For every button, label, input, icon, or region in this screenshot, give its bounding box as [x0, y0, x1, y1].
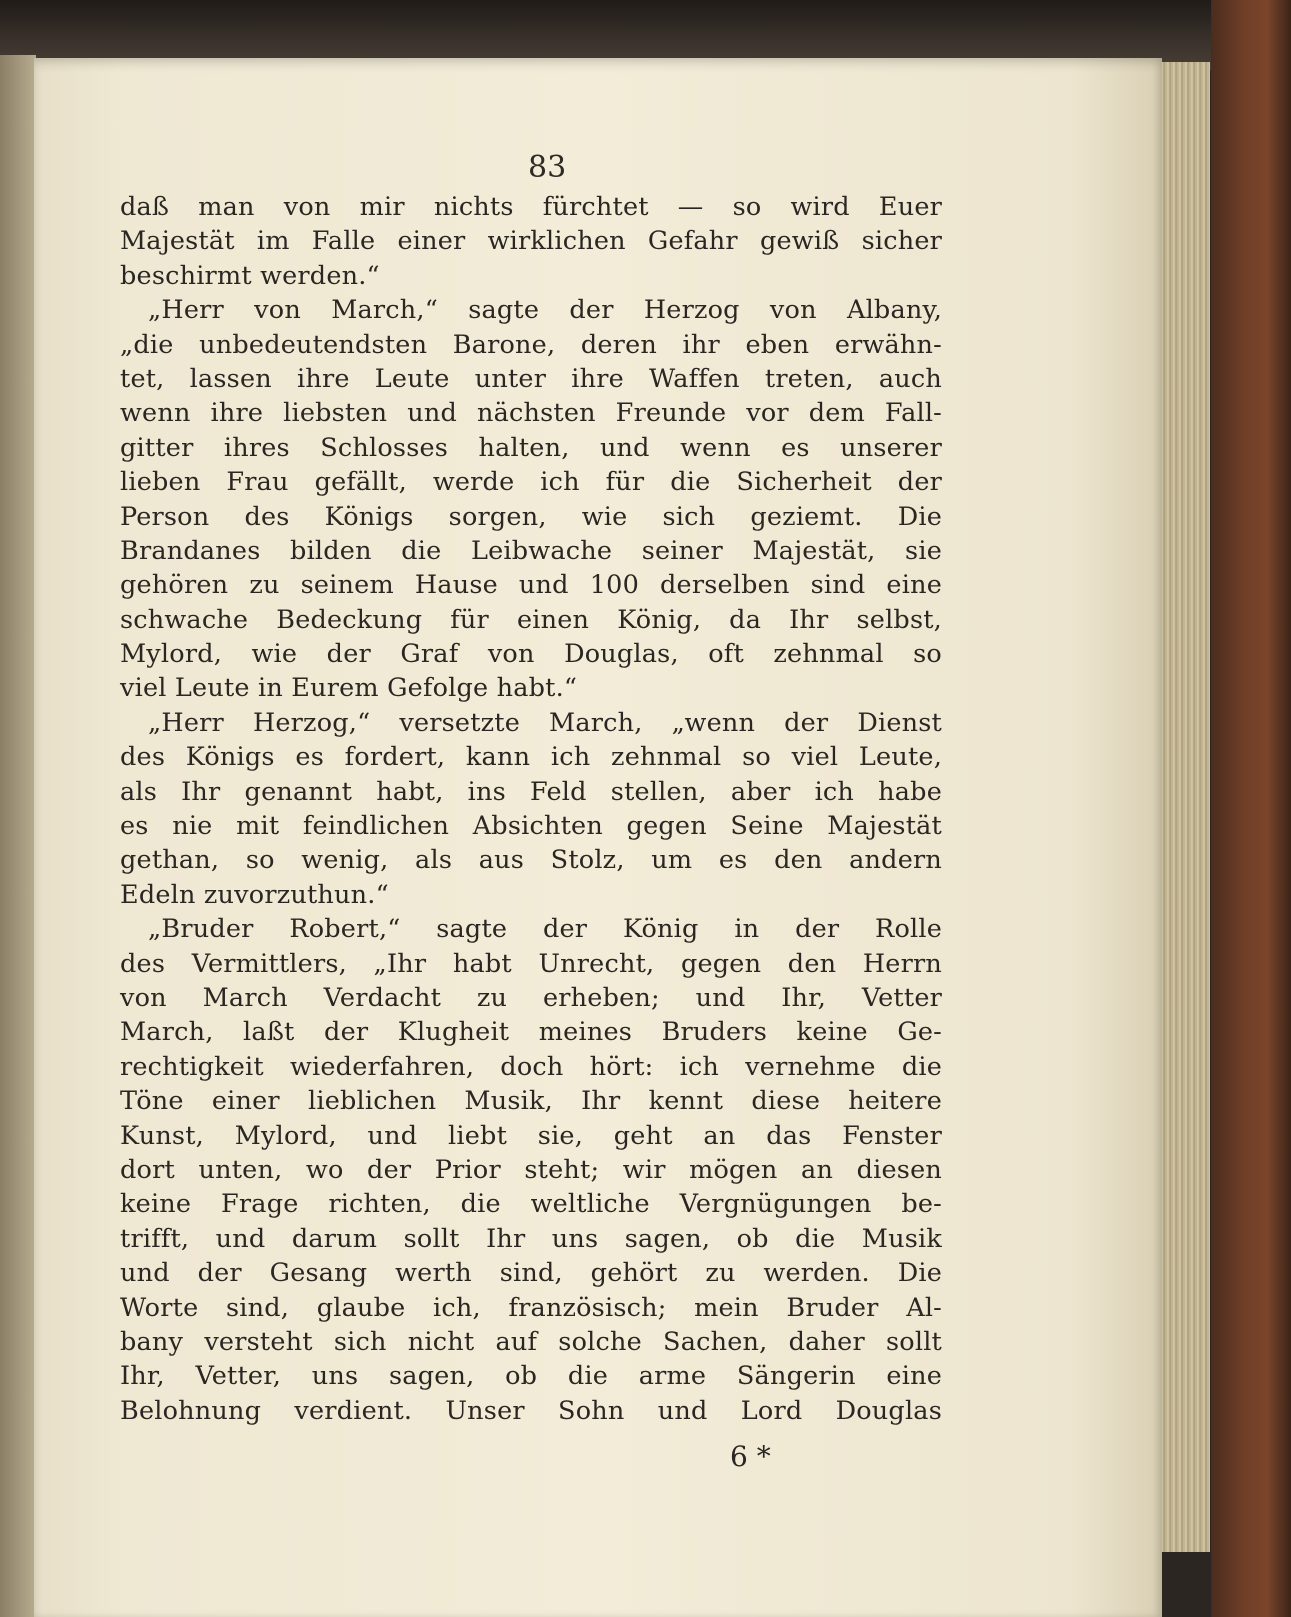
text-line: „Herr von March,“ sagte der Herzog von Albany,	[148, 295, 942, 326]
text-line: gehören zu seinem Hause und 100 derselben sind eine	[120, 570, 942, 601]
page-text	[120, 190, 942, 1428]
signature-mark: 6 *	[730, 1440, 771, 1473]
text-line: Person des Königs sorgen, wie sich geziemt. Die	[120, 501, 942, 532]
book-cover-right	[1211, 0, 1291, 1617]
page-edges	[1158, 62, 1210, 1552]
text-line: und der Gesang werth sind, gehört zu werden. Die	[120, 1258, 942, 1289]
text-line: des Königs es fordert, kann ich zehnmal so viel Leute,	[120, 742, 942, 773]
text-line: dort unten, wo der Prior steht; wir mögen an diesen	[120, 1154, 942, 1185]
text-line: schwache Bedeckung für einen König, da Ihr selbst,	[120, 604, 942, 635]
text-line: rechtigkeit wiederfahren, doch hört: ich vernehme die	[120, 1051, 942, 1082]
text-line: tet, lassen ihre Leute unter ihre Waffen treten, auch	[120, 363, 942, 394]
text-line: viel Leute in Eurem Gefolge habt.“	[120, 673, 578, 704]
text-line: lieben Frau gefällt, werde ich für die Sicherheit der	[120, 467, 942, 498]
text-line: „Bruder Robert,“ sagte der König in der Rolle	[148, 914, 942, 945]
text-line: daß man von mir nichts fürchtet — so wird Euer	[120, 192, 942, 222]
text-line: des Vermittlers, „Ihr habt Unrecht, gegen den Herrn	[120, 948, 942, 979]
text-line: Mylord, wie der Graf von Douglas, oft zehnmal so	[120, 639, 942, 670]
text-line: Majestät im Falle einer wirklichen Gefahr gewiß sicher	[120, 226, 942, 257]
text-line: keine Frage richten, die weltliche Vergnügungen be-	[120, 1189, 942, 1220]
text-line: Belohnung verdient. Unser Sohn und Lord Douglas	[120, 1395, 942, 1426]
text-line: Worte sind, glaube ich, französisch; mein Bruder Al-	[120, 1292, 942, 1323]
text-line: als Ihr genannt habt, ins Feld stellen, aber ich habe	[120, 776, 942, 807]
text-line: Brandanes bilden die Leibwache seiner Majestät, sie	[120, 535, 942, 566]
page-number: 83	[528, 150, 567, 185]
text-line: beschirmt werden.“	[120, 260, 380, 291]
text-line: gethan, so wenig, als aus Stolz, um es den andern	[120, 845, 942, 876]
text-line: Kunst, Mylord, und liebt sie, geht an das Fenster	[120, 1120, 942, 1151]
text-line: Töne einer lieblichen Musik, Ihr kennt diese heitere	[120, 1086, 942, 1117]
text-line: March, laßt der Klugheit meines Bruders keine Ge-	[120, 1017, 942, 1048]
text-line: „Herr Herzog,“ versetzte March, „wenn der Dienst	[148, 707, 942, 738]
text-line: trifft, und darum sollt Ihr uns sagen, ob die Musik	[120, 1223, 942, 1254]
text-line: gitter ihres Schlosses halten, und wenn es unserer	[120, 432, 942, 463]
text-line: wenn ihre liebsten und nächsten Freunde vor dem Fall-	[120, 398, 942, 429]
text-line: Ihr, Vetter, uns sagen, ob die arme Sängerin eine	[120, 1361, 942, 1392]
text-line: von March Verdacht zu erheben; und Ihr, Vetter	[120, 982, 942, 1013]
text-line: es nie mit feindlichen Absichten gegen Seine Majestät	[120, 811, 942, 842]
text-line: „die unbedeutendsten Barone, deren ihr eben erwähn-	[120, 329, 942, 360]
text-line: bany versteht sich nicht auf solche Sachen, daher sollt	[120, 1326, 942, 1357]
facing-page-edge	[0, 55, 36, 1617]
text-line: Edeln zuvorzuthun.“	[120, 879, 389, 910]
